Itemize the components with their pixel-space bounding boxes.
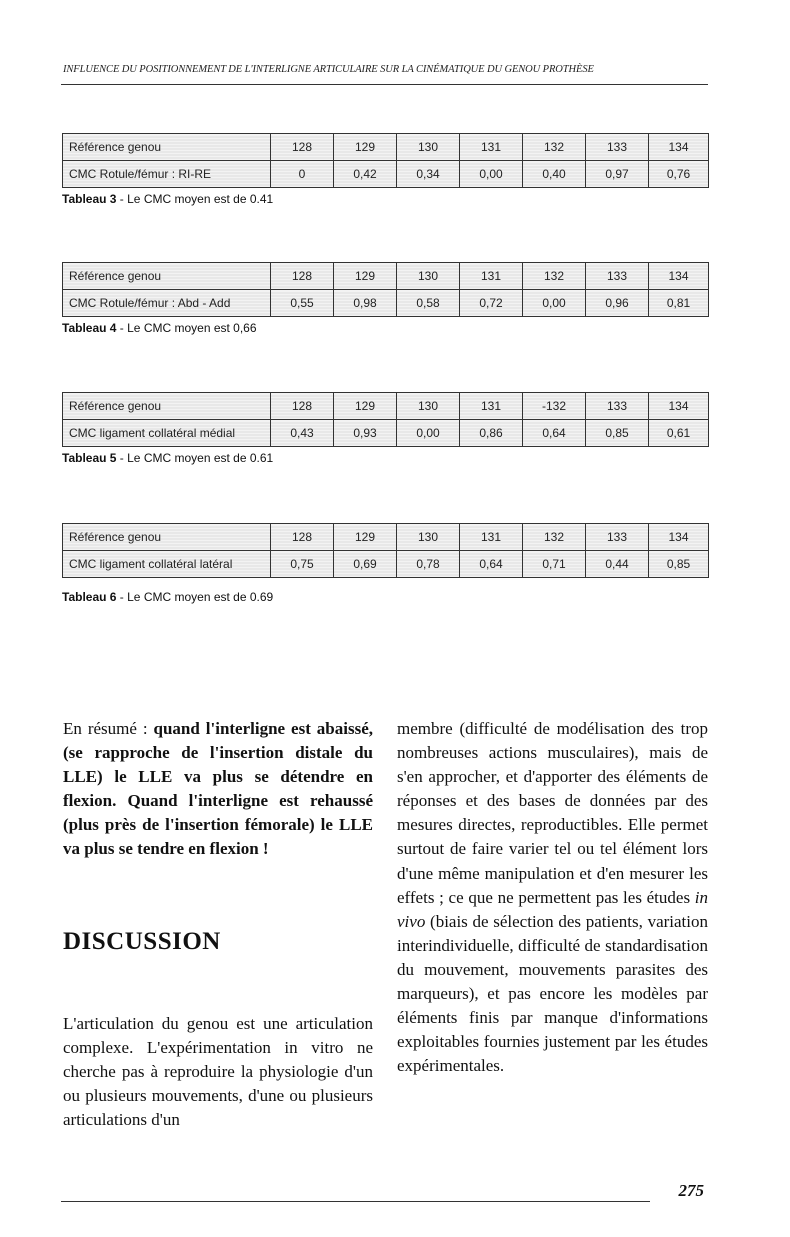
summary-bold-text: quand l'interligne est abaissé, (se rapproche de l'insertion distale du LLE) le LLE va plus se détendre en flexion. Quand l'interligne est rehaussé (plus près de l'insertion fémorale) le LLE va plus se tendre en flexion ! [63, 719, 373, 859]
table-cell: 0,55 [271, 290, 334, 317]
table-cell: 0,78 [397, 551, 460, 578]
table-cell: 132 [523, 263, 586, 290]
table-cell: 133 [586, 524, 649, 551]
table-cell: 0,58 [397, 290, 460, 317]
table-cell: 0,93 [334, 420, 397, 447]
discussion-text: membre (difficulté de modélisation des trop nombreuses actions musculaires), mais de s'en approcher, et d'apporter des éléments de réponses et des bases de données par des mesures directes, reproductibles. Elle permet surtout de faire varier tel ou tel élément lors d'une même manipulation et d'en mesurer les effets ; ce que ne permettent pas les études [397, 719, 708, 907]
table-cell: 0,76 [649, 161, 709, 188]
caption-text: - Le CMC moyen est 0,66 [116, 321, 257, 335]
table-cell: 0,86 [460, 420, 523, 447]
table-cell: 132 [523, 524, 586, 551]
table-cell: 128 [271, 393, 334, 420]
table-cell: 134 [649, 134, 709, 161]
summary-column [63, 717, 373, 862]
row-label: CMC Rotule/fémur : Abd - Add [63, 290, 271, 317]
table-cell: 129 [334, 134, 397, 161]
table-cell: 0,98 [334, 290, 397, 317]
header-rule [61, 84, 708, 85]
row-label: Référence genou [63, 393, 271, 420]
table-cell: 0,85 [586, 420, 649, 447]
caption-label: Tableau 3 [62, 192, 117, 206]
table-cell: 0,75 [271, 551, 334, 578]
table-cell: 0,85 [649, 551, 709, 578]
table-cell: 131 [460, 393, 523, 420]
row-label: Référence genou [63, 134, 271, 161]
table-cell: 133 [586, 263, 649, 290]
table-cell: 134 [649, 393, 709, 420]
table-caption [62, 590, 710, 604]
table-row [63, 134, 709, 161]
footer-rule [61, 1201, 650, 1202]
table-cell: 131 [460, 524, 523, 551]
table-4 [62, 262, 710, 335]
row-label: Référence genou [63, 524, 271, 551]
row-label: CMC ligament collatéral latéral [63, 551, 271, 578]
table-cell: 129 [334, 524, 397, 551]
caption-label: Tableau 4 [62, 321, 117, 335]
table-row [63, 161, 709, 188]
table-cell: 0,40 [523, 161, 586, 188]
table-5-grid [62, 392, 709, 447]
table-3 [62, 133, 710, 206]
table-caption [62, 192, 710, 206]
table-cell: 129 [334, 263, 397, 290]
table-6-grid [62, 523, 709, 578]
table-cell: 134 [649, 263, 709, 290]
table-cell: 131 [460, 263, 523, 290]
table-row [63, 551, 709, 578]
table-6 [62, 523, 710, 604]
discussion-left-column [63, 1012, 373, 1132]
table-cell: 130 [397, 393, 460, 420]
table-cell: 0,44 [586, 551, 649, 578]
table-cell: 0,64 [523, 420, 586, 447]
caption-label: Tableau 6 [62, 590, 117, 604]
table-cell: 134 [649, 524, 709, 551]
table-cell: 128 [271, 524, 334, 551]
table-cell: 133 [586, 393, 649, 420]
table-cell: 0,81 [649, 290, 709, 317]
table-row [63, 420, 709, 447]
table-cell: 130 [397, 263, 460, 290]
caption-text: - Le CMC moyen est de 0.61 [116, 451, 274, 465]
summary-paragraph [63, 717, 373, 862]
table-cell: 0,71 [523, 551, 586, 578]
discussion-text: (biais de sélection des patients, variation interindividuelle, difficulté de standardisation du mouvement, mouvements parasites des marqueurs), et pas encore les modèles par éléments finis par manque d'informations exploitables fournies justement par les études expérimentales. [397, 911, 708, 1076]
row-label: CMC ligament collatéral médial [63, 420, 271, 447]
discussion-paragraph-right [397, 717, 708, 1078]
table-5 [62, 392, 710, 465]
table-cell: 133 [586, 134, 649, 161]
page-number: 275 [678, 1181, 704, 1200]
table-caption [62, 321, 710, 335]
table-caption [62, 451, 710, 465]
table-cell: 0,00 [460, 161, 523, 188]
discussion-heading: DISCUSSION [63, 928, 221, 955]
running-title: INFLUENCE DU POSITIONNEMENT DE L'INTERLIGNE ARTICULAIRE SUR LA CINÉMATIQUE DU GENOU PROTHÈSE [63, 64, 594, 75]
caption-text: - Le CMC moyen est de 0.69 [116, 590, 274, 604]
table-cell: 0 [271, 161, 334, 188]
table-row [63, 393, 709, 420]
table-cell: 0,42 [334, 161, 397, 188]
table-cell: 0,43 [271, 420, 334, 447]
table-cell: 0,96 [586, 290, 649, 317]
table-cell: 0,00 [397, 420, 460, 447]
table-cell: 128 [271, 134, 334, 161]
row-label: CMC Rotule/fémur : RI-RE [63, 161, 271, 188]
table-cell: 0,00 [523, 290, 586, 317]
table-cell: 0,64 [460, 551, 523, 578]
table-row [63, 263, 709, 290]
table-cell: 0,61 [649, 420, 709, 447]
table-cell: 0,69 [334, 551, 397, 578]
table-cell: 130 [397, 524, 460, 551]
table-cell: 0,97 [586, 161, 649, 188]
table-cell: 132 [523, 134, 586, 161]
table-cell: 0,72 [460, 290, 523, 317]
row-label: Référence genou [63, 263, 271, 290]
table-cell: -132 [523, 393, 586, 420]
discussion-right-column [397, 717, 708, 1078]
caption-label: Tableau 5 [62, 451, 117, 465]
table-cell: 130 [397, 134, 460, 161]
caption-text: - Le CMC moyen est de 0.41 [116, 192, 274, 206]
summary-intro: En résumé : [63, 719, 154, 738]
table-row [63, 290, 709, 317]
table-cell: 131 [460, 134, 523, 161]
table-cell: 0,34 [397, 161, 460, 188]
table-3-grid [62, 133, 709, 188]
discussion-italic: in vivo [397, 887, 708, 931]
table-row [63, 524, 709, 551]
discussion-paragraph-left: L'articulation du genou est une articulation complexe. L'expérimentation in vitro ne cherche pas à reproduire la physiologie d'un ou plusieurs mouvements, d'une ou plusieurs articulations d'un [63, 1014, 373, 1130]
table-4-grid [62, 262, 709, 317]
table-cell: 129 [334, 393, 397, 420]
table-cell: 128 [271, 263, 334, 290]
